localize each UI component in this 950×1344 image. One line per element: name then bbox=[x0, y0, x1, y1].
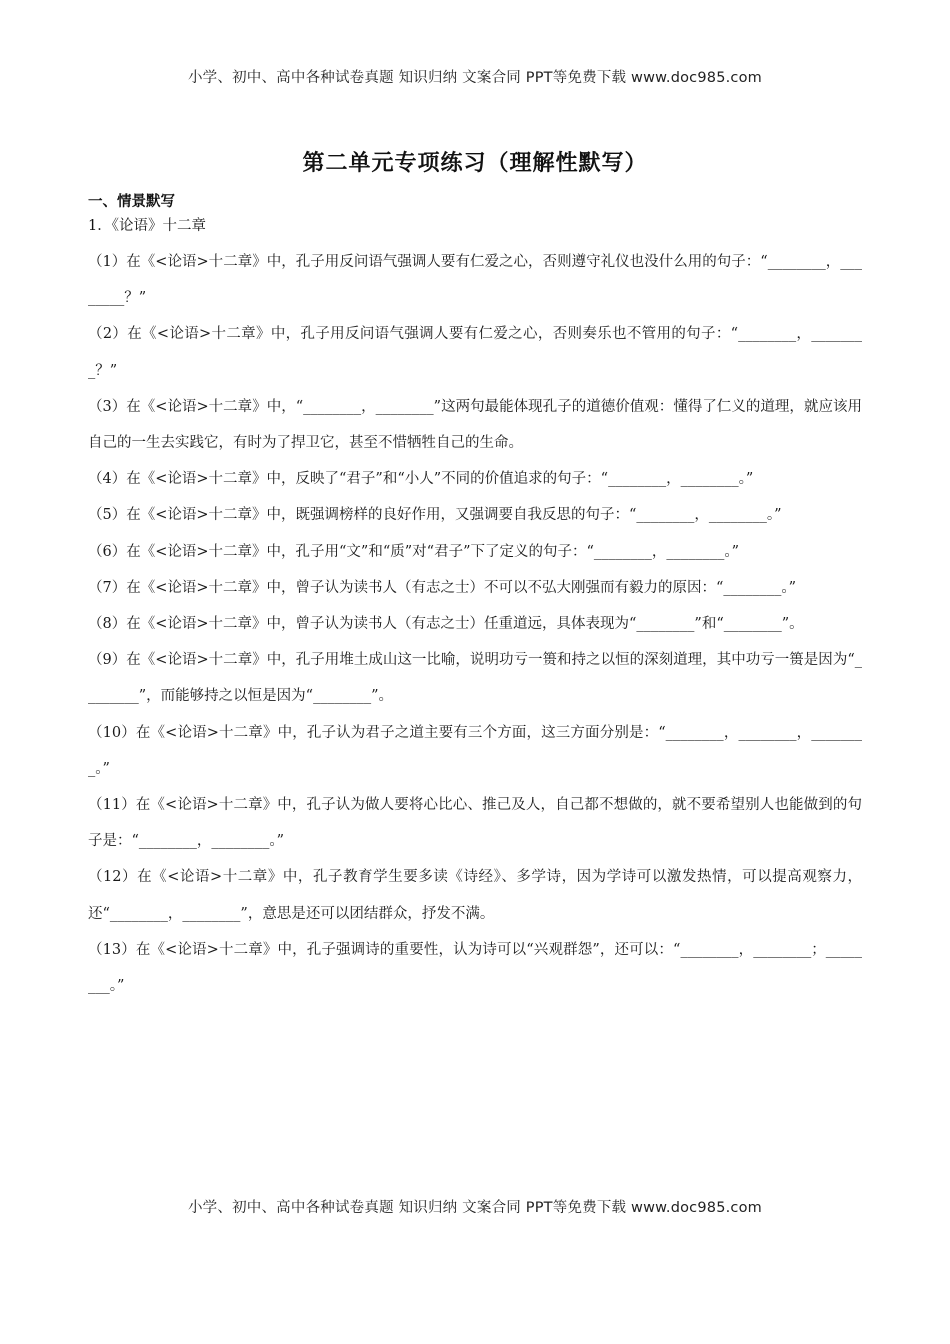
question-item-6: （6）在《<论语>十二章》中，孔子用“文”和“质”对“君子”下了定义的句子：“________，________。” bbox=[88, 543, 740, 560]
question-item-5: （5）在《<论语>十二章》中，既强调榜样的良好作用，又强调要自我反思的句子：“________，________。” bbox=[88, 507, 782, 524]
question-item-11: （11）在《<论语>十二章》中，孔子认为做人要将心比心、推己及人，自己都不想做的，就不要希望别人也能做到的句子是：“________，________。” bbox=[88, 797, 862, 850]
page-title: 第二单元专项练习（理解性默写） bbox=[302, 151, 648, 176]
question-item-2: （2）在《<论语>十二章》中，孔子用反问语气强调人要有仁爱之心，否则奏乐也不管用的句子：“________，________？” bbox=[88, 326, 862, 379]
question-item-9: （9）在《<论语>十二章》中，孔子用堆土成山这一比喻，说明功亏一篑和持之以恒的深刻道理，其中功亏一篑是因为“________”，而能够持之以恒是因为“________”。 bbox=[88, 652, 862, 705]
question-item-1: （1）在《<论语>十二章》中，孔子用反问语气强调人要有仁爱之心，否则遵守礼仪也没什么用的句子：“________，________？” bbox=[88, 254, 862, 307]
question-item-4: （4）在《<论语>十二章》中，反映了“君子”和“小人”不同的价值追求的句子：“________，________。” bbox=[88, 471, 754, 488]
question-item-13: （13）在《<论语>十二章》中，孔子强调诗的重要性，认为诗可以“兴观群怨”，还可以：“________，________；________。” bbox=[88, 941, 862, 995]
question-item-3: （3）在《<论语>十二章》中，“________，________”这两句最能体现孔子的道德价值观：懂得了仁义的道理，就应该用自己的一生去实践它，有时为了捍卫它，甚至不惜牺牲自己的生命。 bbox=[88, 398, 862, 452]
section-heading: 一、情景默写 bbox=[88, 194, 175, 210]
question-item-8: （8）在《<论语>十二章》中，曾子认为读书人（有志之士）任重道远，具体表现为“________”和“________”。 bbox=[88, 616, 804, 633]
question-item-12: （12）在《<论语>十二章》中，孔子教育学生要多读《诗经》、多学诗，因为学诗可以激发热情，可以提高观察力，还“________，________”，意思是还可以团结群众，抒发不满。 bbox=[88, 869, 862, 922]
footer-banner: 小学、初中、高中各种试卷真题 知识归纳 文案合同 PPT等免费下载 www.doc985.com bbox=[187, 1200, 763, 1216]
question-item-10: （10）在《<论语>十二章》中，孔子认为君子之道主要有三个方面，这三方面分别是：“________，________，________。” bbox=[88, 724, 862, 777]
question-items bbox=[88, 244, 862, 1004]
header-banner: 小学、初中、高中各种试卷真题 知识归纳 文案合同 PPT等免费下载 www.doc985.com bbox=[187, 70, 763, 86]
question-heading: 1．《论语》十二章 bbox=[88, 218, 206, 234]
question-item-7: （7）在《<论语>十二章》中，曾子认为读书人（有志之士）不可以不弘大刚强而有毅力的原因：“________。” bbox=[88, 579, 797, 596]
